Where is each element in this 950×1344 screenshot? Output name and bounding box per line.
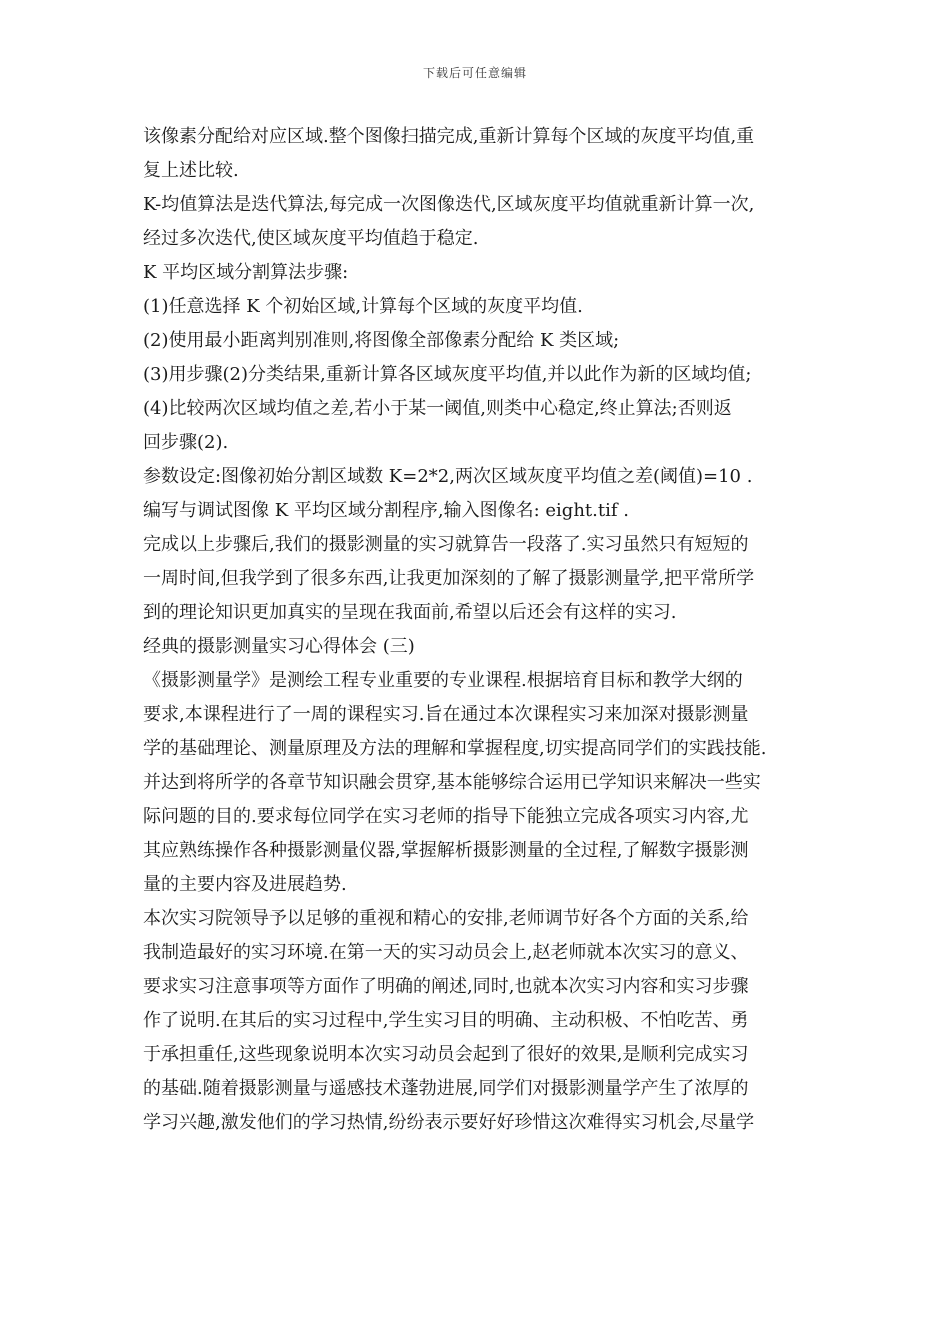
text-line: 本次实习院领导予以足够的重视和精心的安排,老师调节好各个方面的关系,给: [143, 908, 749, 929]
text-line: 完成以上步骤后,我们的摄影测量的实习就算告一段落了.实习虽然只有短短的: [143, 534, 749, 555]
text-line: 一周时间,但我学到了很多东西,让我更加深刻的了解了摄影测量学,把平常所学: [143, 568, 755, 589]
text-line: 我制造最好的实习环境.在第一天的实习动员会上,赵老师就本次实习的意义、: [143, 942, 749, 963]
text-line: 际问题的目的.要求每位同学在实习老师的指导下能独立完成各项实习内容,尤: [143, 806, 749, 827]
text-line: 学的基础理论、测量原理及方法的理解和掌握程度,切实提高同学们的实践技能.: [143, 738, 767, 759]
text-line: 其应熟练操作各种摄影测量仪器,掌握解析摄影测量的全过程,了解数字摄影测: [143, 840, 749, 861]
page-header: 下载后可任意编辑: [422, 66, 527, 80]
text-line: 该像素分配给对应区域.整个图像扫描完成,重新计算每个区域的灰度平均值,重: [143, 126, 755, 147]
text-line: 到的理论知识更加真实的呈现在我面前,希望以后还会有这样的实习.: [143, 602, 677, 623]
text-line: (2)使用最小距离判别准则,将图像全部像素分配给 K 类区域;: [143, 330, 620, 351]
text-line: 参数设定:图像初始分割区域数 K=2*2,两次区域灰度平均值之差(阈值)=10 .: [143, 466, 753, 487]
text-line: 回步骤(2).: [143, 432, 229, 453]
text-line: 作了说明.在其后的实习过程中,学生实习目的明确、主动积极、不怕吃苦、勇: [143, 1010, 749, 1031]
text-line: K 平均区域分割算法步骤:: [143, 262, 349, 283]
text-line: 经过多次迭代,使区域灰度平均值趋于稳定.: [143, 228, 479, 249]
text-line: 并达到将所学的各章节知识融会贯穿,基本能够综合运用已学知识来解决一些实: [143, 772, 761, 793]
text-line: 复上述比较.: [143, 160, 239, 181]
text-line: 要求,本课程进行了一周的课程实习.旨在通过本次课程实习来加深对摄影测量: [143, 704, 749, 725]
text-line: 量的主要内容及进展趋势.: [143, 874, 347, 895]
text-line: 的基础.随着摄影测量与遥感技术蓬勃进展,同学们对摄影测量学产生了浓厚的: [143, 1078, 749, 1099]
text-line: K-均值算法是迭代算法,每完成一次图像迭代,区域灰度平均值就重新计算一次,: [143, 194, 755, 215]
text-line: 编写与调试图像 K 平均区域分割程序,输入图像名: eight.tif .: [143, 500, 629, 521]
section-heading: 经典的摄影测量实习心得体会 (三): [143, 636, 415, 657]
text-line: (1)任意选择 K 个初始区域,计算每个区域的灰度平均值.: [143, 296, 583, 317]
text-line: 学习兴趣,激发他们的学习热情,纷纷表示要好好珍惜这次难得实习机会,尽量学: [143, 1112, 755, 1133]
text-line: (4)比较两次区域均值之差,若小于某一阈值,则类中心稳定,终止算法;否则返: [143, 398, 732, 419]
text-line: 于承担重任,这些现象说明本次实习动员会起到了很好的效果,是顺利完成实习: [143, 1044, 749, 1065]
text-line: 要求实习注意事项等方面作了明确的阐述,同时,也就本次实习内容和实习步骤: [143, 976, 749, 997]
text-line: (3)用步骤(2)分类结果,重新计算各区域灰度平均值,并以此作为新的区域均值;: [143, 364, 752, 385]
text-line: 《摄影测量学》是测绘工程专业重要的专业课程.根据培育目标和教学大纲的: [143, 670, 743, 691]
